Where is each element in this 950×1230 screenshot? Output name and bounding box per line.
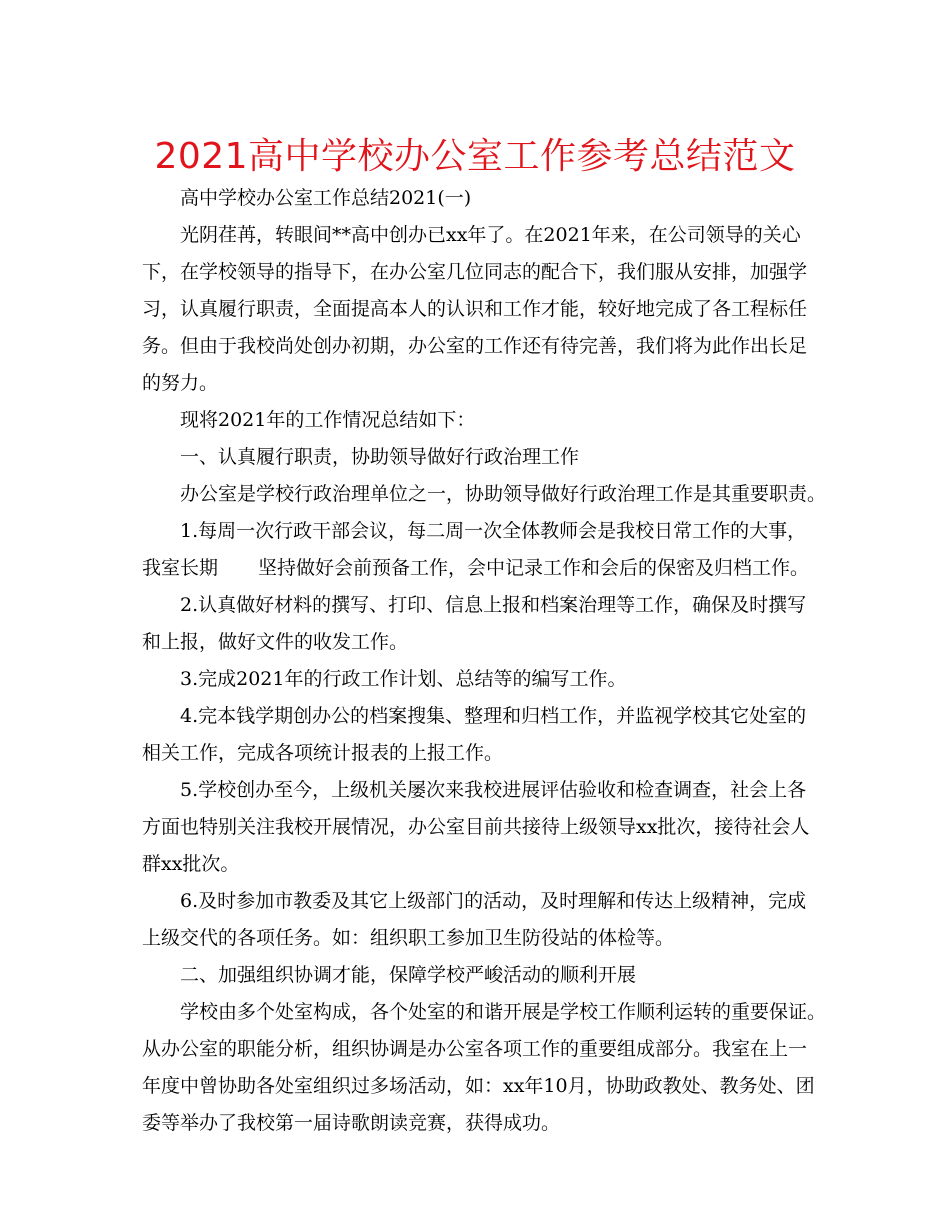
list-item-line: 1.每周一次行政干部会议，每二周一次全体教师会是我校日常工作的大事，: [180, 520, 807, 542]
paragraph-line: 现将2021年的工作情况总结如下：: [180, 409, 476, 431]
list-item-line: 4.完本钱学期创办公的档案搜集、整理和归档工作，并监视学校其它处室的: [180, 705, 807, 727]
list-item-text: 我室长期: [142, 557, 219, 579]
list-item-line: 6.及时参加市教委及其它上级部门的活动，及时理解和传达上级精神，完成: [180, 890, 807, 912]
paragraph-line: 从办公室的职能分析，组织协调是办公室各项工作的重要组成部分。我室在上一: [142, 1038, 808, 1060]
paragraph-line: 委等举办了我校第一届诗歌朗读竞赛，获得成功。: [142, 1112, 561, 1134]
section-heading: 二、加强组织协调才能，保障学校严峻活动的顺利开展: [180, 964, 637, 986]
list-item-line: 群xx批次。: [142, 853, 240, 875]
list-item-line: 上级交代的各项任务。如：组织职工参加卫生防役站的体检等。: [142, 927, 675, 949]
paragraph-line: 年度中曾协助各处室组织过多场活动，如：xx年10月，协助政教处、教务处、团: [142, 1075, 815, 1097]
list-item-text: 坚持做好会前预备工作，会中记录工作和会后的保密及归档工作。: [258, 557, 810, 579]
list-item-line: 相关工作，完成各项统计报表的上报工作。: [142, 742, 504, 764]
paragraph-line: 的努力。: [142, 372, 219, 394]
list-item-line: 3.完成2021年的行政工作计划、总结等的编写工作。: [180, 668, 627, 690]
list-item-line: 5.学校创办至今，上级机关屡次来我校进展评估验收和检查调查，社会上各: [180, 779, 807, 801]
list-item-line: [142, 550, 822, 587]
paragraph-line: 办公室是学校行政治理单位之一，协助领导做好行政治理工作是其重要职责。: [180, 483, 827, 505]
list-item-line: 方面也特别关注我校开展情况，办公室目前共接待上级领导xx批次，接待社会人: [142, 816, 810, 838]
document-title: 2021高中学校办公室工作参考总结范文: [154, 136, 796, 177]
document-body: [142, 180, 827, 1142]
list-item-line: 2.认真做好材料的撰写、打印、信息上报和档案治理等工作，确保及时撰写: [180, 594, 807, 616]
paragraph-line: 下，在学校领导的指导下，在办公室几位同志的配合下，我们服从安排，加强学: [142, 261, 808, 283]
list-item-line: 和上报，做好文件的收发工作。: [142, 631, 409, 653]
paragraph-line: 习，认真履行职责，全面提高本人的认识和工作才能，较好地完成了各工程标任: [142, 298, 808, 320]
section-heading: 一、认真履行职责，协助领导做好行政治理工作: [180, 446, 580, 468]
paragraph-line: 学校由多个处室构成，各个处室的和谐开展是学校工作顺利运转的重要保证。: [180, 1001, 827, 1023]
subtitle: 高中学校办公室工作总结2021(一): [180, 187, 472, 209]
paragraph-line: 务。但由于我校尚处创办初期，办公室的工作还有待完善，我们将为此作出长足: [142, 335, 808, 357]
paragraph-line: 光阴荏苒，转眼间**高中创办已xx年了。在2021年来，在公司领导的关心: [180, 224, 801, 246]
